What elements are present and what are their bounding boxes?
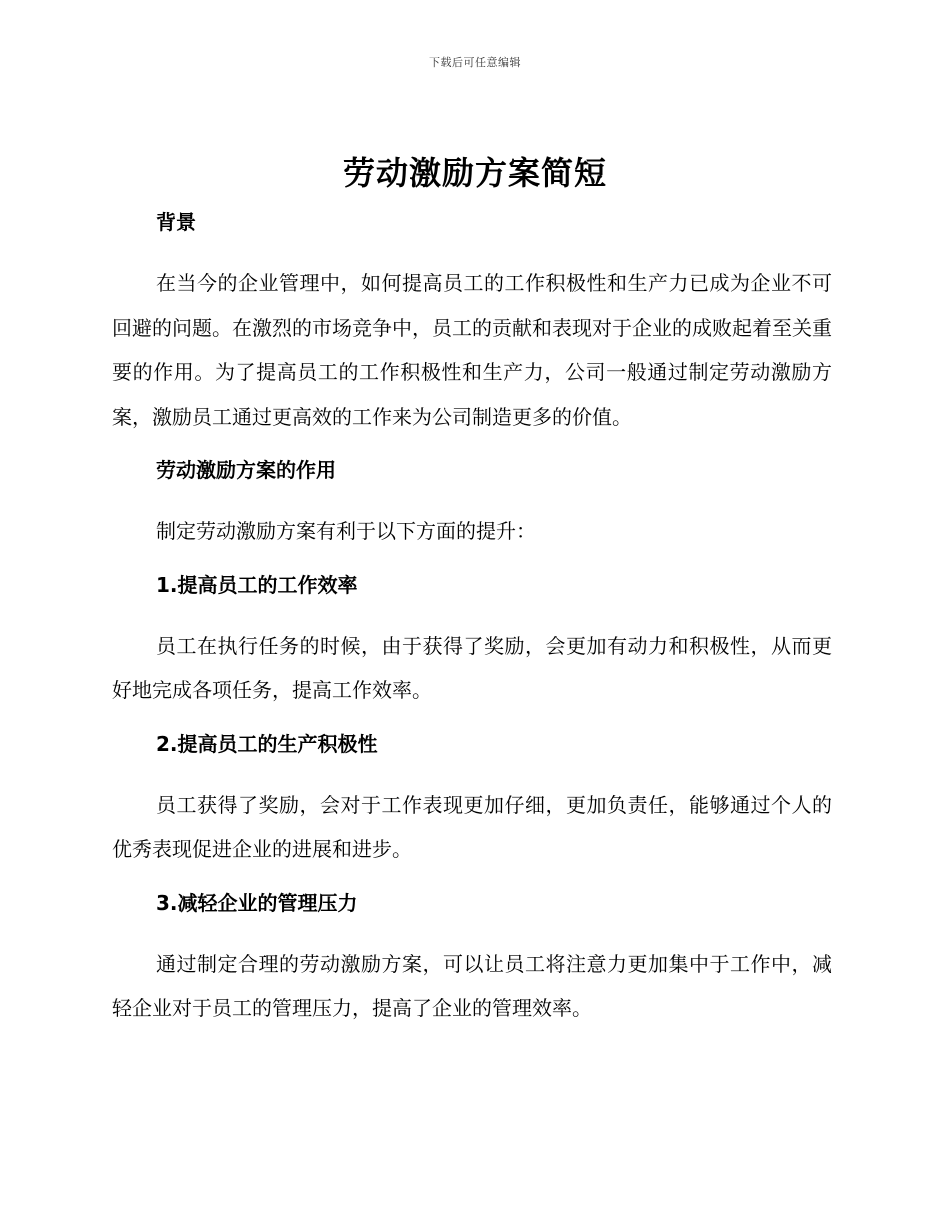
document-body: [112, 205, 832, 1031]
section-paragraph-point-2: 员工获得了奖励，会对于工作表现更加仔细，更加负责任，能够通过个人的优秀表现促进企业的进展和进步。: [112, 792, 832, 861]
section-paragraph-point-3: 通过制定合理的劳动激励方案，可以让员工将注意力更加集中于工作中，减轻企业对于员工的管理压力，提高了企业的管理效率。: [112, 951, 832, 1020]
section-heading-background: 背景: [156, 210, 196, 234]
header-note: 下载后可任意编辑: [429, 56, 521, 69]
section-paragraph-point-1: 员工在执行任务的时候，由于获得了奖励，会更加有动力和积极性，从而更好地完成各项任务，提高工作效率。: [112, 633, 832, 702]
section-heading-point-1: 1.提高员工的工作效率: [156, 572, 358, 597]
section-heading-point-3: 3.减轻企业的管理压力: [156, 890, 358, 915]
section-heading-role: 劳动激励方案的作用: [156, 458, 336, 482]
document-title: 劳动激励方案简短: [342, 154, 607, 192]
section-paragraph-background: 在当今的企业管理中，如何提高员工的工作积极性和生产力已成为企业不可回避的问题。在激烈的市场竞争中，员工的贡献和表现对于企业的成败起着至关重要的作用。为了提高员工的工作积极性和生产力，公司一般通过制定劳动激励方案，激励员工通过更高效的工作来为公司制造更多的价值。: [112, 271, 832, 429]
section-paragraph-role: 制定劳动激励方案有利于以下方面的提升：: [156, 519, 536, 543]
section-heading-point-2: 2.提高员工的生产积极性: [156, 731, 378, 756]
